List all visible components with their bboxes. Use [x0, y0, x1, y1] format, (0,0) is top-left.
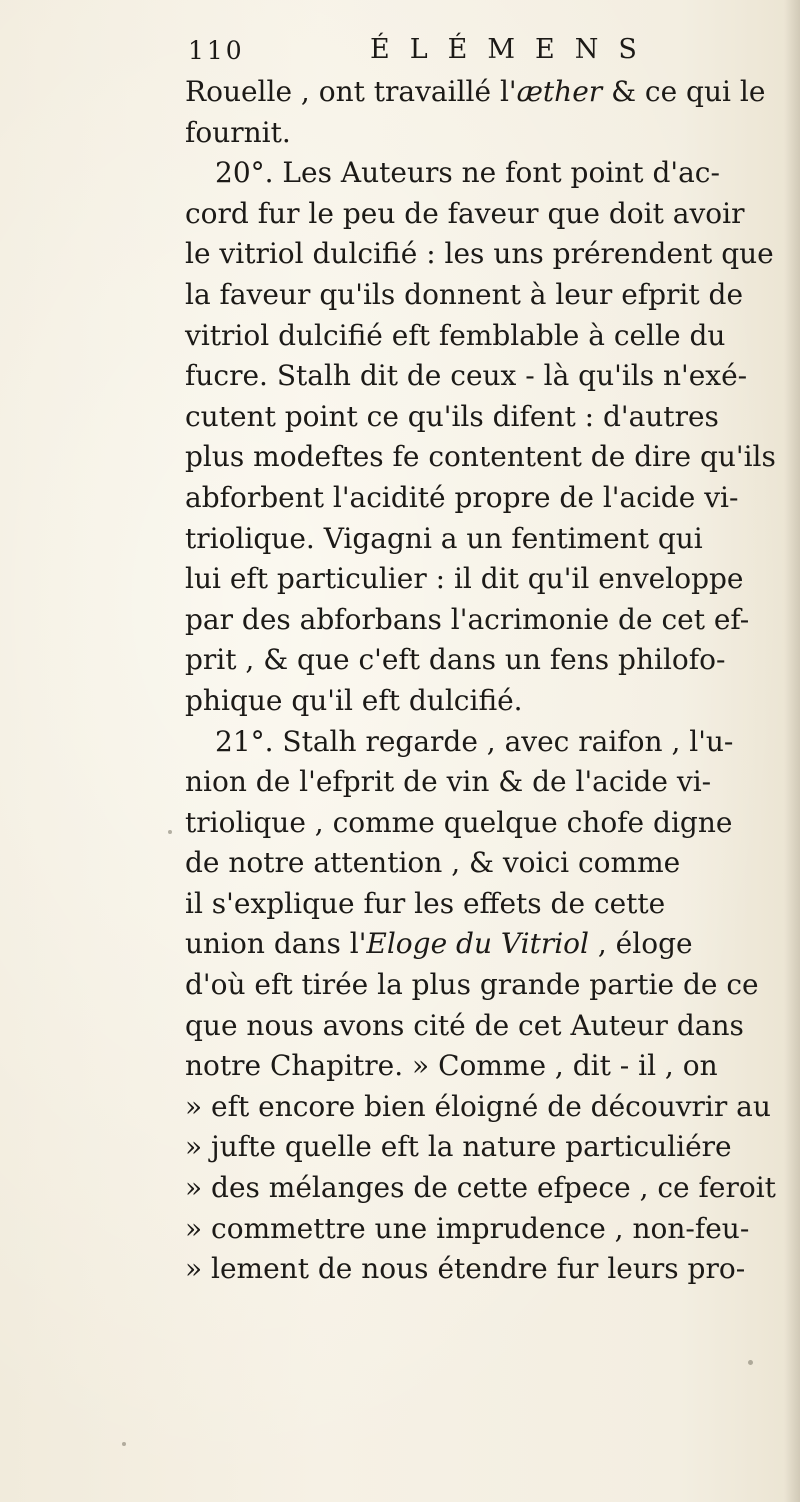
text-line: vitriol dulcifié eft femblable à celle du [185, 318, 726, 352]
text-line: notre Chapitre. » Comme , dit - il , on [185, 1049, 718, 1083]
paper-speck [122, 1442, 126, 1446]
text-line: nion de l'efprit de vin & de l'acide vi- [185, 765, 712, 799]
text-line: Rouelle , ont travaillé l'æther & ce qui le [185, 75, 766, 108]
running-title: ÉLÉMENS [370, 34, 657, 65]
text-line: phique qu'il eft dulcifié. [185, 683, 523, 717]
paragraph-start-line: 20°. Les Auteurs ne font point d'ac- [215, 156, 720, 190]
text-line: cord fur le peu de faveur que doit avoir [185, 196, 745, 230]
text-line: fucre. Stalh dit de ceux - là qu'ils n'exé- [185, 359, 748, 393]
text-line: triolique , comme quelque chofe digne [185, 805, 733, 839]
paper-speck [168, 830, 172, 834]
text-line: cutent point ce qu'ils difent : d'autres [185, 399, 719, 433]
text-line: plus modeftes fe contentent de dire qu'ils [185, 440, 776, 474]
body-text [185, 72, 785, 1290]
text-line: de notre attention , & voici comme [185, 846, 681, 880]
text-line: abforbent l'acidité propre de l'acide vi- [185, 480, 739, 514]
text-line: fournit. [185, 115, 291, 149]
page-number: 110 [188, 36, 245, 65]
text-line: il s'explique fur les effets de cette [185, 886, 666, 920]
paper-speck [748, 1360, 753, 1365]
paragraph-start-line: 21°. Stalh regarde , avec raifon , l'u- [215, 724, 734, 758]
text-line: triolique. Vigagni a un fentiment qui [185, 521, 703, 555]
text-line: le vitriol dulcifié : les uns prérendent que [185, 237, 774, 271]
text-line: union dans l'Eloge du Vitriol , éloge [185, 927, 693, 961]
text-line: lui eft particulier : il dit qu'il enveloppe [185, 562, 744, 596]
quoted-line: » des mélanges de cette efpece , ce feroit [185, 1171, 776, 1205]
page-edge-shadow [784, 0, 800, 1502]
page-header [188, 32, 748, 72]
text-line: par des abforbans l'acrimonie de cet ef- [185, 602, 750, 636]
text-line: la faveur qu'ils donnent à leur efprit de [185, 277, 744, 311]
quoted-line: » lement de nous étendre fur leurs pro- [185, 1252, 746, 1286]
quoted-line: » commettre une imprudence , non-feu- [185, 1211, 750, 1245]
text-line: d'où eft tirée la plus grande partie de ce [185, 968, 759, 1002]
text-line: prit , & que c'eft dans un fens philofo- [185, 643, 726, 677]
quoted-line: » eft encore bien éloigné de découvrir au [185, 1089, 771, 1123]
quoted-line: » jufte quelle eft la nature particuliére [185, 1130, 732, 1164]
text-line: que nous avons cité de cet Auteur dans [185, 1008, 744, 1042]
